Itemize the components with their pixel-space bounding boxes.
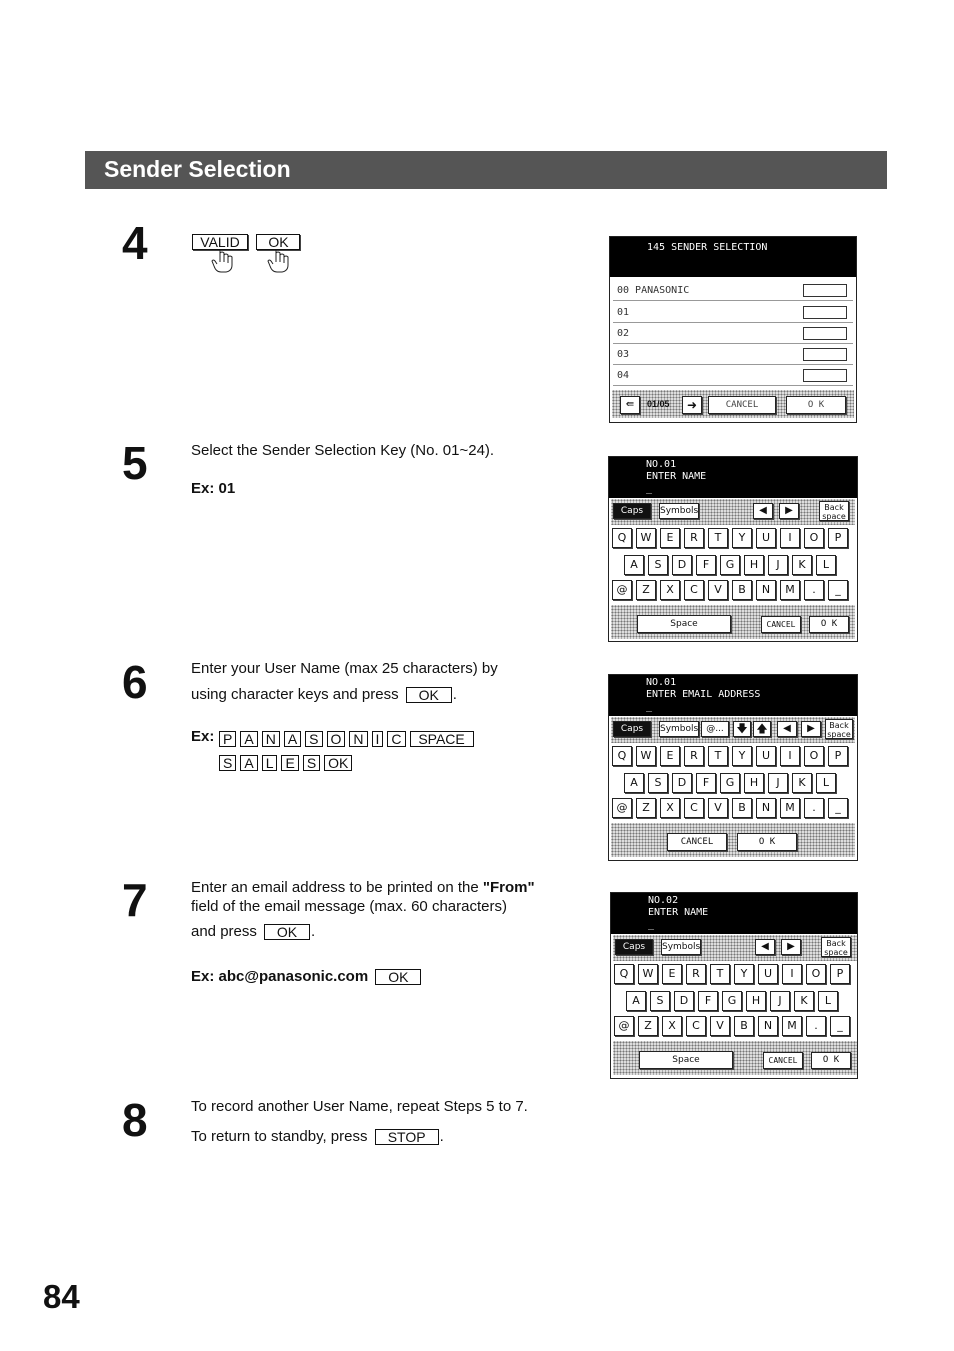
stop-key: STOP [375,1129,439,1145]
list-item[interactable]: 03 [613,345,853,365]
backspace-label-2: space [822,512,846,521]
example-key: E [281,755,298,771]
screen-cursor: _ [646,701,653,712]
valid-key: VALID [192,234,248,250]
key-t[interactable]: T [710,964,730,984]
key-s[interactable]: S [650,991,670,1011]
key-p[interactable]: P [828,528,848,548]
key-s[interactable]: S [648,555,668,575]
enter-email-screen [608,674,858,861]
key-g[interactable]: G [720,555,740,575]
ok-key: OK [406,687,452,703]
key-i[interactable]: I [780,746,800,766]
key-v[interactable]: V [708,798,728,818]
key-x[interactable]: X [662,1016,682,1036]
key-m[interactable]: M [780,580,800,600]
key-r[interactable]: R [686,964,706,984]
caps-button[interactable]: Caps [613,721,651,737]
key-h[interactable]: H [744,773,764,793]
backspace-label-2: space [824,948,848,957]
step5-text: Select the Sender Selection Key (No. 01~24). [191,442,495,459]
example-key: C [387,731,405,747]
example-key: S [305,731,322,747]
key-c[interactable]: C [684,798,704,818]
key-s[interactable]: S [648,773,668,793]
space-button[interactable]: Space [639,1051,733,1069]
at-dots-button[interactable]: @... [701,721,729,737]
key-h[interactable]: H [744,555,764,575]
cancel-button[interactable]: CANCEL [708,396,776,414]
screen-cursor: _ [646,483,653,494]
key-dot[interactable]: . [806,1016,826,1036]
key-e[interactable]: E [660,528,680,548]
screen-line1: NO.02 [648,895,679,906]
screen-line2: ENTER NAME [646,471,707,482]
backspace-label-1: Back [824,503,844,512]
step5-example: Ex: 01 [191,480,236,497]
key-d[interactable]: D [674,991,694,1011]
section-title: Sender Selection [104,156,291,182]
enter-name-screen-2 [610,892,858,1079]
key-r[interactable]: R [684,746,704,766]
key-o[interactable]: O [806,964,826,984]
key-e[interactable]: E [662,964,682,984]
screen-cursor: _ [648,919,655,930]
key-l[interactable]: L [816,773,836,793]
step7-example: Ex: abc@panasonic.com OK [191,964,422,990]
backspace-label-1: Back [826,939,846,948]
key-q[interactable]: Q [612,746,632,766]
list-item[interactable]: 01 [613,303,853,323]
section-header [85,151,887,189]
key-j[interactable]: J [770,991,790,1011]
key-n[interactable]: N [756,580,776,600]
sender-selection-screen [609,236,857,423]
down-arrow-icon[interactable]: 🡇 [733,721,751,737]
example-key: N [262,731,280,747]
key-l[interactable]: L [816,555,836,575]
key-w[interactable]: W [636,528,656,548]
key-e[interactable]: E [660,746,680,766]
key-d[interactable]: D [672,555,692,575]
example-key: SPACE [410,731,474,747]
step8-text-line2: To return to standby, press STOP . [191,1128,444,1146]
page-counter: 01/05 [647,399,670,409]
symbols-button[interactable]: Symbols [661,939,701,955]
left-arrow-icon[interactable]: ◀ [777,721,797,737]
key-o[interactable]: O [804,746,824,766]
page-number: 84 [43,1278,80,1315]
backspace-button[interactable] [825,719,853,739]
key-o[interactable]: O [804,528,824,548]
ok-button[interactable]: O K [737,833,797,851]
ok-button[interactable]: O K [786,396,846,414]
key-at[interactable]: @ [612,798,632,818]
key-at[interactable]: @ [614,1016,634,1036]
step7-text-line1: Enter an email address to be printed on the "From" [191,879,535,896]
key-dot[interactable]: . [804,798,824,818]
backspace-button[interactable] [819,501,849,521]
example-key: A [284,731,301,747]
backspace-button[interactable] [821,937,851,957]
list-item[interactable]: 00 PANASONIC [613,281,853,301]
up-arrow-icon[interactable]: 🡅 [753,721,771,737]
key-u[interactable]: U [756,528,776,548]
step-number: 7 [122,874,148,926]
step8-text-line1: To record another User Name, repeat Steps 5 to 7. [191,1098,528,1115]
example-key: L [262,755,278,771]
step6-text-line2: using character keys and press OK . [191,686,457,704]
example-key: OK [324,755,352,771]
key-q[interactable]: Q [612,528,632,548]
ok-button[interactable]: O K [811,1052,851,1069]
example-key: A [240,755,257,771]
press-hand-icon [266,248,294,274]
key-dot[interactable]: . [804,580,824,600]
key-underscore[interactable]: _ [828,798,848,818]
example-key: I [372,731,384,747]
backspace-label-2: space [827,730,851,739]
key-y[interactable]: Y [732,746,752,766]
key-t[interactable]: T [708,746,728,766]
key-k[interactable]: K [792,555,812,575]
example-key: P [219,731,236,747]
key-m[interactable]: M [782,1016,802,1036]
right-arrow-icon[interactable]: ▶ [781,939,801,955]
key-k[interactable]: K [792,773,812,793]
key-f[interactable]: F [696,555,716,575]
key-b[interactable]: B [732,798,752,818]
key-a[interactable]: A [624,555,644,575]
space-button[interactable]: Space [637,615,731,633]
example-key: S [219,755,236,771]
key-v[interactable]: V [710,1016,730,1036]
step-number: 6 [122,656,148,708]
prev-page-button[interactable]: ⇚ [620,396,640,414]
key-y[interactable]: Y [734,964,754,984]
example-key: S [303,755,320,771]
key-y[interactable]: Y [732,528,752,548]
key-c[interactable]: C [684,580,704,600]
press-hand-icon [210,248,238,274]
key-a[interactable]: A [624,773,644,793]
example-key: O [327,731,346,747]
step6-example-keys-row2 [218,754,355,772]
step-number: 8 [122,1094,148,1146]
list-item[interactable]: 02 [613,324,853,344]
key-j[interactable]: J [768,555,788,575]
key-x[interactable]: X [660,580,680,600]
step6-example-keys-row1 [218,730,477,748]
screen-line1: NO.01 [646,677,677,688]
ok-key: OK [256,234,300,250]
key-c[interactable]: C [686,1016,706,1036]
left-arrow-icon[interactable]: ◀ [753,503,773,519]
key-u[interactable]: U [756,746,776,766]
key-d[interactable]: D [672,773,692,793]
cancel-button[interactable]: CANCEL [763,1052,803,1069]
key-n[interactable]: N [758,1016,778,1036]
key-h[interactable]: H [746,991,766,1011]
next-page-arrow-icon[interactable]: ➜ [682,396,702,414]
step-number: 4 [122,217,148,269]
key-q[interactable]: Q [614,964,634,984]
footer-background [611,823,855,857]
right-arrow-icon[interactable]: ▶ [779,503,799,519]
key-underscore[interactable]: _ [830,1016,850,1036]
key-p[interactable]: P [830,964,850,984]
backspace-label-1: Back [829,721,849,730]
key-p[interactable]: P [828,746,848,766]
key-g[interactable]: G [720,773,740,793]
step7-text-line2: field of the email message (max. 60 characters) [191,898,507,915]
key-r[interactable]: R [684,528,704,548]
caps-button[interactable]: Caps [613,503,651,519]
key-g[interactable]: G [722,991,742,1011]
key-z[interactable]: Z [638,1016,658,1036]
key-z[interactable]: Z [636,580,656,600]
cancel-button[interactable]: CANCEL [667,833,727,851]
key-b[interactable]: B [732,580,752,600]
screen-line1: NO.01 [646,459,677,470]
step7-text-line3: and press OK . [191,923,316,941]
caps-button[interactable]: Caps [615,939,653,955]
list-item[interactable]: 04 [613,366,853,386]
key-i[interactable]: I [782,964,802,984]
key-w[interactable]: W [636,746,656,766]
ok-key: OK [375,969,421,985]
key-u[interactable]: U [758,964,778,984]
key-m[interactable]: M [780,798,800,818]
key-b[interactable]: B [734,1016,754,1036]
step6-example-label: Ex: [191,728,215,745]
left-arrow-icon[interactable]: ◀ [755,939,775,955]
key-underscore[interactable]: _ [828,580,848,600]
key-f[interactable]: F [696,773,716,793]
cancel-button[interactable]: CANCEL [761,616,801,633]
symbols-button[interactable]: Symbols [659,503,699,519]
key-w[interactable]: W [638,964,658,984]
key-x[interactable]: X [660,798,680,818]
key-l[interactable]: L [818,991,838,1011]
right-arrow-icon[interactable]: ▶ [801,721,821,737]
screen-line2: ENTER EMAIL ADDRESS [646,689,761,700]
step-number: 5 [122,437,148,489]
symbols-button[interactable]: Symbols [659,721,699,737]
key-v[interactable]: V [708,580,728,600]
screen-title: 145 SENDER SELECTION [610,237,856,277]
ok-button[interactable]: O K [809,616,849,633]
key-i[interactable]: I [780,528,800,548]
key-k[interactable]: K [794,991,814,1011]
key-t[interactable]: T [708,528,728,548]
key-n[interactable]: N [756,798,776,818]
ok-key: OK [264,924,310,940]
key-at[interactable]: @ [612,580,632,600]
key-f[interactable]: F [698,991,718,1011]
enter-name-screen [608,456,858,642]
step6-text-line1: Enter your User Name (max 25 characters) by [191,660,498,677]
key-j[interactable]: J [768,773,788,793]
example-key: A [240,731,257,747]
key-a[interactable]: A [626,991,646,1011]
key-z[interactable]: Z [636,798,656,818]
screen-line2: ENTER NAME [648,907,709,918]
example-key: N [349,731,367,747]
